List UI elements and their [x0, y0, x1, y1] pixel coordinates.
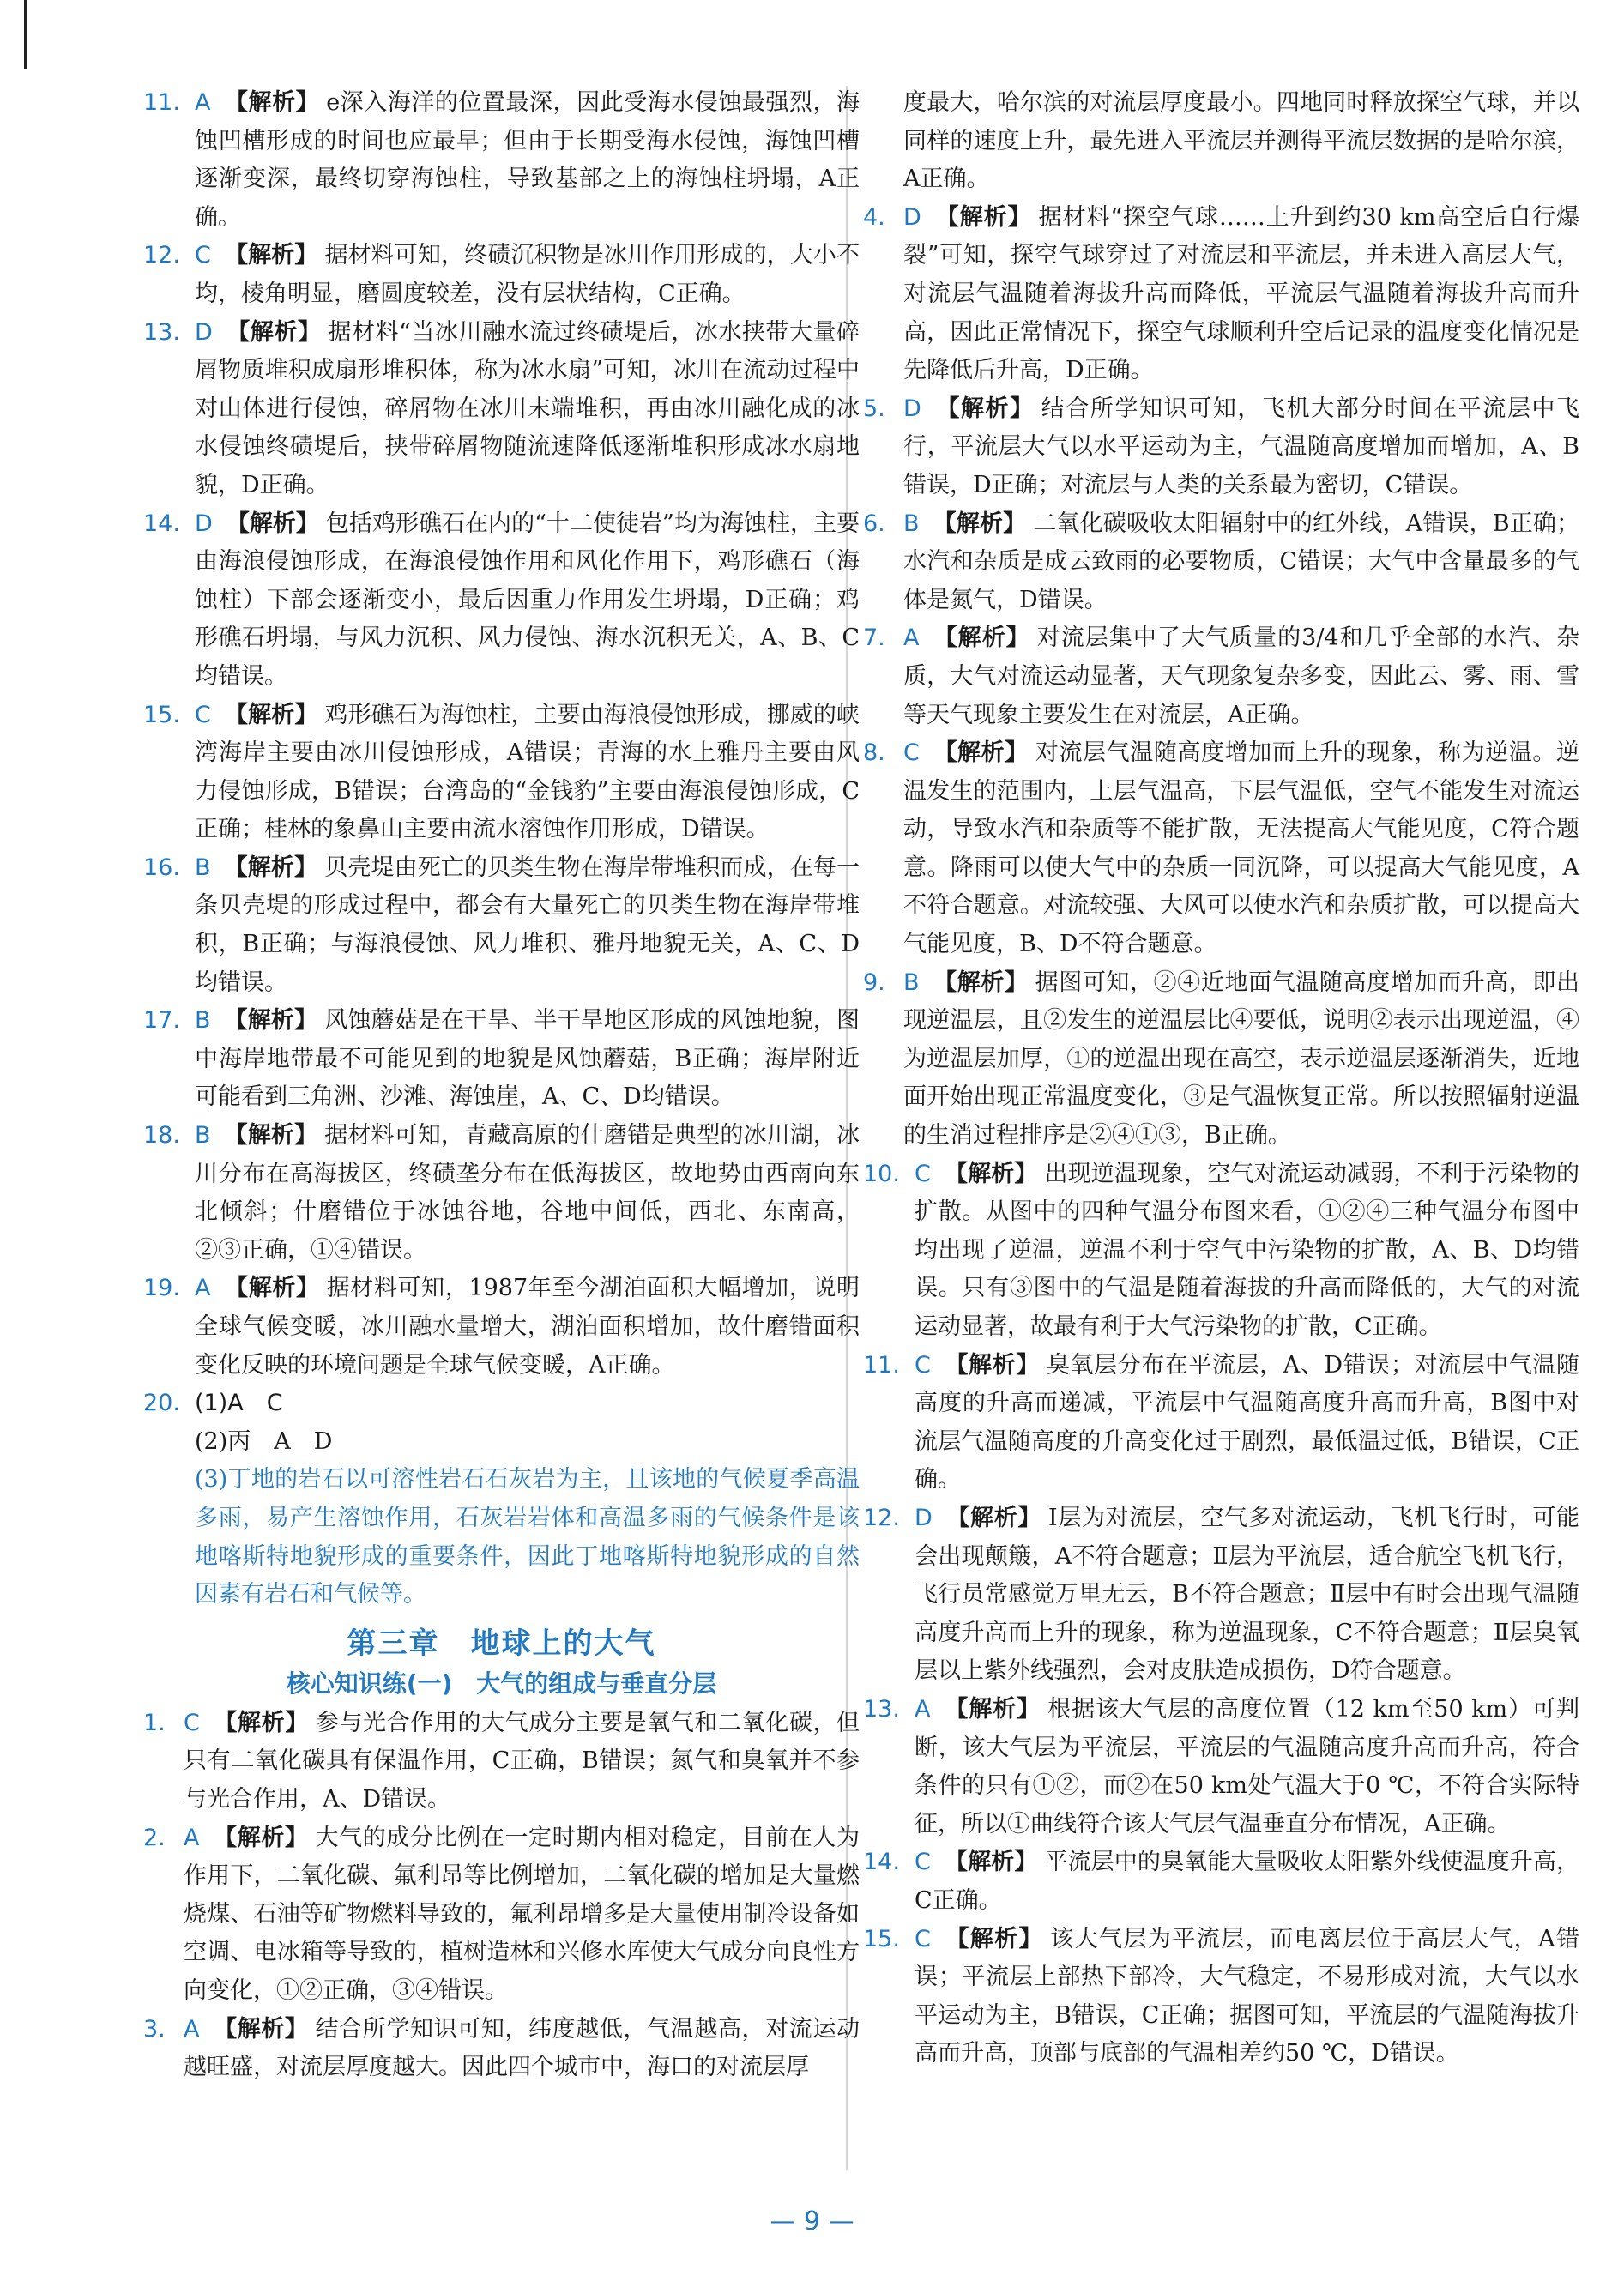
q20-part1: (1)A C — [195, 1390, 283, 1417]
analysis-tag: 【解析】 — [224, 89, 320, 116]
analysis-tag: 【解析】 — [944, 1160, 1038, 1187]
answer-choice: D — [195, 318, 213, 346]
answer-choice: D — [915, 1504, 933, 1531]
analysis-tag: 【解析】 — [224, 242, 318, 269]
answer-item-20 — [143, 1385, 860, 1614]
item-number: 20. — [143, 1390, 180, 1417]
answer-choice: C — [915, 1351, 931, 1379]
item-text: 据材料“探空气球……上升到约30 km高空后自行爆裂”可知，探空气球穿过了对流层和平流层，并未进入高层大气，对流层气温随着海拔升高而降低，平流层气温随着海拔升高而升高，因此正常情况下，探空气球顺利升空后记录的温度变化情况是先降低后升高，D正确。 — [903, 203, 1579, 384]
answer-choice: D — [195, 510, 213, 537]
item-text: 大气的成分比例在一定时期内相对稳定，目前在人为作用下，二氧化碳、氟利昂等比例增加，二氧化碳的增加是大量燃烧煤、石油等矿物燃料导致的，氟利昂增多是大量使用制冷设备如空调、电冰箱等导致的，植树造林和兴修水库使大气成分向良性方向变化，①②正确，③④错误。 — [184, 1824, 860, 2004]
item-text: 参与光合作用的大气成分主要是氧气和二氧化碳，但只有二氧化碳具有保温作用，C正确，B错误；氮气和臭氧并不参与光合作用，A、D错误。 — [184, 1709, 860, 1813]
analysis-tag: 【解析】 — [226, 510, 319, 537]
item-text: 二氧化碳吸收太阳辐射中的红外线，A错误，B正确；水汽和杂质是成云致雨的必要物质，C错误；大气中含量最多的气体是氮气，D错误。 — [903, 510, 1580, 613]
answer-item — [863, 505, 1579, 620]
answer-choice: B — [903, 969, 920, 996]
item-number: 17. — [143, 1007, 180, 1035]
answer-item — [863, 1156, 1579, 1347]
analysis-tag: 【解析】 — [224, 1122, 318, 1150]
item-text: 包括鸡形礁石在内的“十二使徒岩”均为海蚀柱，主要由海浪侵蚀形成，在海浪侵蚀作用和风化作用下，鸡形礁石（海蚀柱）下部会逐渐变小，最后因重力作用发生坍塌，D正确；鸡形礁石坍塌，与风力沉积、风力侵蚀、海水沉积无关，A、B、C均错误。 — [195, 510, 860, 690]
analysis-tag: 【解析】 — [933, 969, 1029, 996]
item-text: 据材料“当冰川融水流过终碛堤后，冰水挟带大量碎屑物质堆积成扇形堆积体，称为冰水扇”可知，冰川在流动过程中对山体进行侵蚀，碎屑物在冰川末端堆积，再由冰川融化成的冰水侵蚀终碛堤后，挟带碎屑物随流速降低逐渐堆积形成冰水扇地貌，D正确。 — [195, 318, 860, 498]
analysis-tag: 【解析】 — [933, 510, 1027, 537]
item-text: 结合所学知识可知，飞机大部分时间在平流层中飞行，平流层大气以水平运动为主，气温随高度增加而增加，A、B错误，D正确；对流层与人类的关系最为密切，C错误。 — [903, 395, 1580, 498]
answer-item — [143, 1270, 860, 1385]
item-number: 14. — [863, 1849, 900, 1876]
answer-item — [863, 1844, 1579, 1920]
analysis-tag: 【解析】 — [944, 1925, 1044, 1952]
right-column — [863, 84, 1579, 2073]
answer-choice: B — [195, 1122, 211, 1150]
item-number: 3. — [143, 2015, 166, 2043]
answer-item — [143, 1002, 860, 1117]
item-text: 对流层集中了大气质量的3/4和几乎全部的水汽、杂质，大气对流运动显著，天气现象复杂多变，因此云、雾、雨、雪等天气现象主要发生在对流层，A正确。 — [903, 625, 1580, 728]
answer-choice: C — [195, 242, 211, 269]
answer-item — [143, 314, 860, 505]
answer-choice: C — [915, 1160, 931, 1187]
answer-item — [863, 390, 1579, 505]
analysis-tag: 【解析】 — [224, 854, 318, 881]
item-text: 据材料可知，青藏高原的什磨错是典型的冰川湖，冰川分布在高海拔区，终碛垄分布在低海拔区，故地势由西南向东北倾斜；什磨错位于冰蚀谷地，谷地中间低，西北、东南高，②③正确，①④错误。 — [195, 1122, 860, 1264]
item-number: 13. — [143, 318, 180, 346]
answer-item — [863, 1500, 1579, 1691]
item-number: 15. — [863, 1925, 900, 1952]
item-text: 对流层气温随高度增加而上升的现象，称为逆温。逆温发生的范围内，上层气温高，下层气温低，空气不能发生对流运动，导致水汽和杂质等不能扩散，无法提高大气能见度，C符合题意。降雨可以使大气中的杂质一同沉降，可以提高大气能见度，A不符合题意。对流较强、大风可以使水汽和杂质扩散，可以提高大气能见度，B、D不符合题意。 — [903, 739, 1580, 958]
page-number: — 9 — — [770, 2206, 854, 2236]
analysis-tag: 【解析】 — [224, 1275, 320, 1302]
item-number: 11. — [143, 89, 180, 116]
analysis-tag: 【解析】 — [944, 1351, 1040, 1379]
item-number: 11. — [863, 1351, 900, 1379]
item-number: 4. — [863, 203, 885, 231]
item-text: 据材料可知，终碛沉积物是冰川作用形成的，大小不均，棱角明显，磨圆度较差，没有层状结构，C正确。 — [195, 242, 860, 307]
answer-choice: B — [195, 854, 211, 881]
item-text: 臭氧层分布在平流层，A、D错误；对流层中气温随高度的升高而递减，平流层中气温随高度升高而升高，B图中对流层气温随高度的升高变化过于剧烈，最低温过低，B错误，C正确。 — [915, 1351, 1579, 1494]
answer-choice: A — [915, 1695, 931, 1723]
analysis-tag: 【解析】 — [944, 1695, 1041, 1723]
answer-choice: C — [195, 701, 211, 728]
item-text: 据材料可知，1987年至今湖泊面积大幅增加，说明全球气候变暖，冰川融水量增大，湖泊面积增加，故什磨错面积变化反映的环境问题是全球气候变暖，A正确。 — [195, 1275, 860, 1379]
section-title: 核心知识练(一) 大气的组成与垂直分层 — [286, 1669, 717, 1698]
answer-item — [863, 1921, 1579, 2073]
item-text: 平流层中的臭氧能大量吸收太阳紫外线使温度升高，C正确。 — [915, 1849, 1580, 1914]
item-number: 2. — [143, 1824, 166, 1851]
answer-item — [863, 619, 1579, 734]
q20-part2: (2)丙 A D — [195, 1427, 333, 1455]
item-number: 9. — [863, 969, 885, 996]
answer-item — [143, 237, 860, 313]
analysis-tag: 【解析】 — [933, 625, 1030, 652]
answer-item — [143, 505, 860, 697]
item-number: 7. — [863, 625, 885, 652]
answer-choice: A — [195, 1275, 211, 1302]
item-text: 度最大，哈尔滨的对流层厚度最小。四地同时释放探空气球，并以同样的速度上升，最先进入平流层并测得平流层数据的是哈尔滨，A正确。 — [903, 89, 1579, 193]
answer-choice: D — [903, 203, 921, 231]
item-number: 13. — [863, 1695, 900, 1723]
item-number: 1. — [143, 1709, 166, 1736]
answer-choice: C — [915, 1849, 931, 1876]
answer-item-3-continued — [863, 84, 1579, 199]
item-number: 18. — [143, 1122, 180, 1150]
analysis-tag: 【解析】 — [934, 203, 1032, 231]
item-text: 根据该大气层的高度位置（12 km至50 km）可判断，该大气层为平流层，平流层的气温随高度升高而升高，符合条件的只有①②，而②在50 km处气温大于0 ℃，不符合实际特征，所以①曲线符合该大气层气温垂直分布情况，A正确。 — [915, 1695, 1579, 1838]
item-text: 贝壳堤由死亡的贝类生物在海岸带堆积而成，在每一条贝壳堤的形成过程中，都会有大量死亡的贝类生物在海岸带堆积，B正确；与海浪侵蚀、风力堆积、雅丹地貌无关，A、C、D均错误。 — [195, 854, 860, 996]
chapter-title: 第三章 地球上的大气 — [347, 1626, 656, 1661]
item-text: 出现逆温现象，空气对流运动减弱，不利于污染物的扩散。从图中的四种气温分布图来看，①②④三种气温分布图中均出现了逆温，逆温不利于空气中污染物的扩散，A、B、D均错误。只有③图中的气温是随着海拔的升高而降低的，大气的对流运动显著，故最有利于大气污染物的扩散，C正确。 — [915, 1160, 1580, 1340]
item-number: 16. — [143, 854, 180, 881]
item-number: 8. — [863, 739, 885, 767]
item-text: 风蚀蘑菇是在干旱、半干旱地区形成的风蚀地貌，图中海岸地带最不可能见到的地貌是风蚀蘑菇，B正确；海岸附近可能看到三角洲、沙滩、海蚀崖，A、C、D均错误。 — [195, 1007, 860, 1111]
analysis-tag: 【解析】 — [934, 395, 1035, 422]
answer-choice: A — [903, 625, 920, 652]
analysis-tag: 【解析】 — [933, 739, 1029, 767]
answer-choice: B — [903, 510, 920, 537]
item-text: 据图可知，②④近地面气温随高度增加而升高，即出现逆温层，且②发生的逆温层比④要低，说明②表示出现逆温，④为逆温层加厚，①的逆温出现在高空，表示逆温层逐渐消失，近地面开始出现正常温度变化，③是气温恢复正常。所以按照辐射逆温的生消过程排序是②④①③，B正确。 — [903, 969, 1580, 1150]
answer-item — [143, 84, 860, 237]
analysis-tag: 【解析】 — [213, 1824, 309, 1851]
answer-choice: B — [195, 1007, 211, 1035]
answer-item — [863, 1347, 1579, 1500]
item-text: Ⅰ层为对流层，空气多对流运动，飞机飞行时，可能会出现颠簸，A不符合题意；Ⅱ层为平流层，适合航空飞机飞行，飞行员常感觉万里无云，B不符合题意；Ⅱ层中有时会出现气温随高度升高而上升的现象，称为逆温现象，C不符合题意；Ⅱ层臭氧层以上紫外线强烈，会对皮肤造成损伤，D符合题意。 — [915, 1504, 1579, 1685]
answer-item — [143, 1117, 860, 1270]
item-number: 14. — [143, 510, 180, 537]
answer-item — [863, 199, 1579, 390]
answer-item — [143, 1705, 860, 1819]
analysis-tag: 【解析】 — [224, 1007, 318, 1035]
analysis-tag: 【解析】 — [944, 1849, 1038, 1876]
answer-choice: C — [903, 739, 920, 767]
answer-choice: A — [195, 89, 211, 116]
item-text: 鸡形礁石为海蚀柱，主要由海浪侵蚀形成，挪威的峡湾海岸主要由冰川侵蚀形成，A错误；青海的水上雅丹主要由风力侵蚀形成，B错误；台湾岛的“金钱豹”主要由海浪侵蚀形成，C正确；桂林的象鼻山主要由流水溶蚀作用形成，D错误。 — [195, 701, 860, 843]
analysis-tag: 【解析】 — [213, 2015, 309, 2043]
item-number: 19. — [143, 1275, 180, 1302]
q20-part3: (3)丁地的岩石以可溶性岩石石灰岩为主，且该地的气候夏季高温多雨，易产生溶蚀作用，石灰岩岩体和高温多雨的气候条件是该地喀斯特地貌形成的重要条件，因此丁地喀斯特地貌形成的自然因素有岩石和气候等。 — [195, 1466, 860, 1608]
answer-item — [863, 1691, 1579, 1844]
analysis-tag: 【解析】 — [945, 1504, 1042, 1531]
answer-choice: A — [184, 1824, 200, 1851]
item-text: 结合所学知识可知，纬度越低，气温越高，对流运动越旺盛，对流层厚度越大。因此四个城市中，海口的对流层厚 — [184, 2015, 860, 2081]
answer-choice: C — [184, 1709, 200, 1736]
answer-choice: A — [184, 2015, 200, 2043]
page-edge-mark — [24, 0, 27, 69]
item-number: 12. — [863, 1504, 900, 1531]
answer-item — [143, 849, 860, 1002]
answer-item — [143, 2011, 860, 2087]
item-number: 12. — [143, 242, 180, 269]
answer-item — [143, 697, 860, 849]
answer-choice: C — [915, 1925, 931, 1952]
answer-item — [863, 964, 1579, 1156]
answer-choice: D — [903, 395, 921, 422]
item-number: 5. — [863, 395, 885, 422]
analysis-tag: 【解析】 — [226, 318, 322, 346]
answer-item — [863, 734, 1579, 964]
analysis-tag: 【解析】 — [224, 701, 318, 728]
left-column — [143, 84, 860, 2087]
item-text: e深入海洋的位置最深，因此受海水侵蚀最强烈，海蚀凹槽形成的时间也应最早；但由于长期受海水侵蚀，海蚀凹槽逐渐变深，最终切穿海蚀柱，导致基部之上的海蚀柱坍塌，A正确。 — [195, 89, 860, 231]
answer-item — [143, 1819, 860, 2011]
item-number: 6. — [863, 510, 885, 537]
item-number: 10. — [863, 1160, 900, 1187]
item-text: 该大气层为平流层，而电离层位于高层大气，A错误；平流层上部热下部冷，大气稳定，不易形成对流，大气以水平运动为主，B错误，C正确；据图可知，平流层的气温随海拔升高而升高，顶部与底部的气温相差约50 ℃，D错误。 — [915, 1925, 1580, 2067]
analysis-tag: 【解析】 — [213, 1709, 309, 1736]
item-number: 15. — [143, 701, 180, 728]
